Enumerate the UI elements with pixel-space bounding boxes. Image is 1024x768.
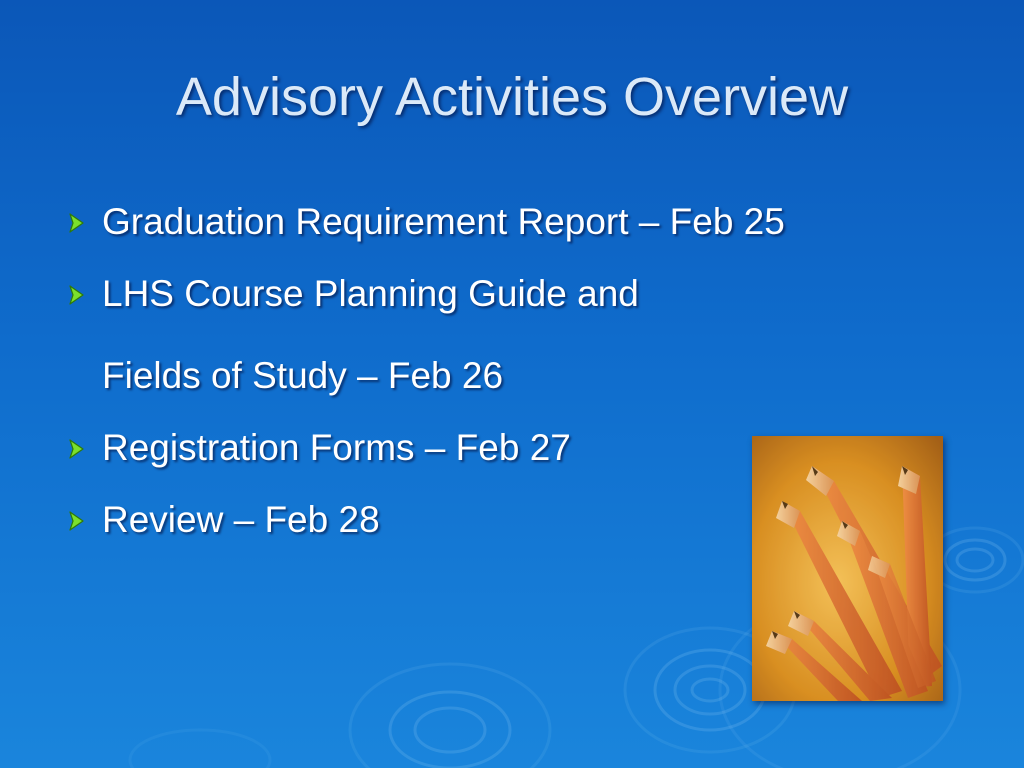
pencils-photo xyxy=(752,436,943,701)
bullet-text-line-2: Fields of Study – Feb 26 xyxy=(102,355,504,396)
chevron-right-icon xyxy=(64,508,90,534)
bullet-item xyxy=(62,426,785,470)
chevron-right-icon xyxy=(64,282,90,308)
bullet-text-line-1: LHS Course Planning Guide and xyxy=(102,273,639,314)
chevron-right-icon xyxy=(64,436,90,462)
bullet-text: Registration Forms – Feb 27 xyxy=(102,427,571,468)
bullet-text: Review – Feb 28 xyxy=(102,499,380,540)
bullet-item xyxy=(62,200,785,244)
bullet-item xyxy=(62,498,785,542)
slide-title: Advisory Activities Overview xyxy=(175,67,849,127)
bullet-list xyxy=(62,200,785,542)
chevron-right-icon xyxy=(64,210,90,236)
bullet-text: Graduation Requirement Report – Feb 25 xyxy=(102,201,785,242)
bullet-item xyxy=(62,272,785,398)
